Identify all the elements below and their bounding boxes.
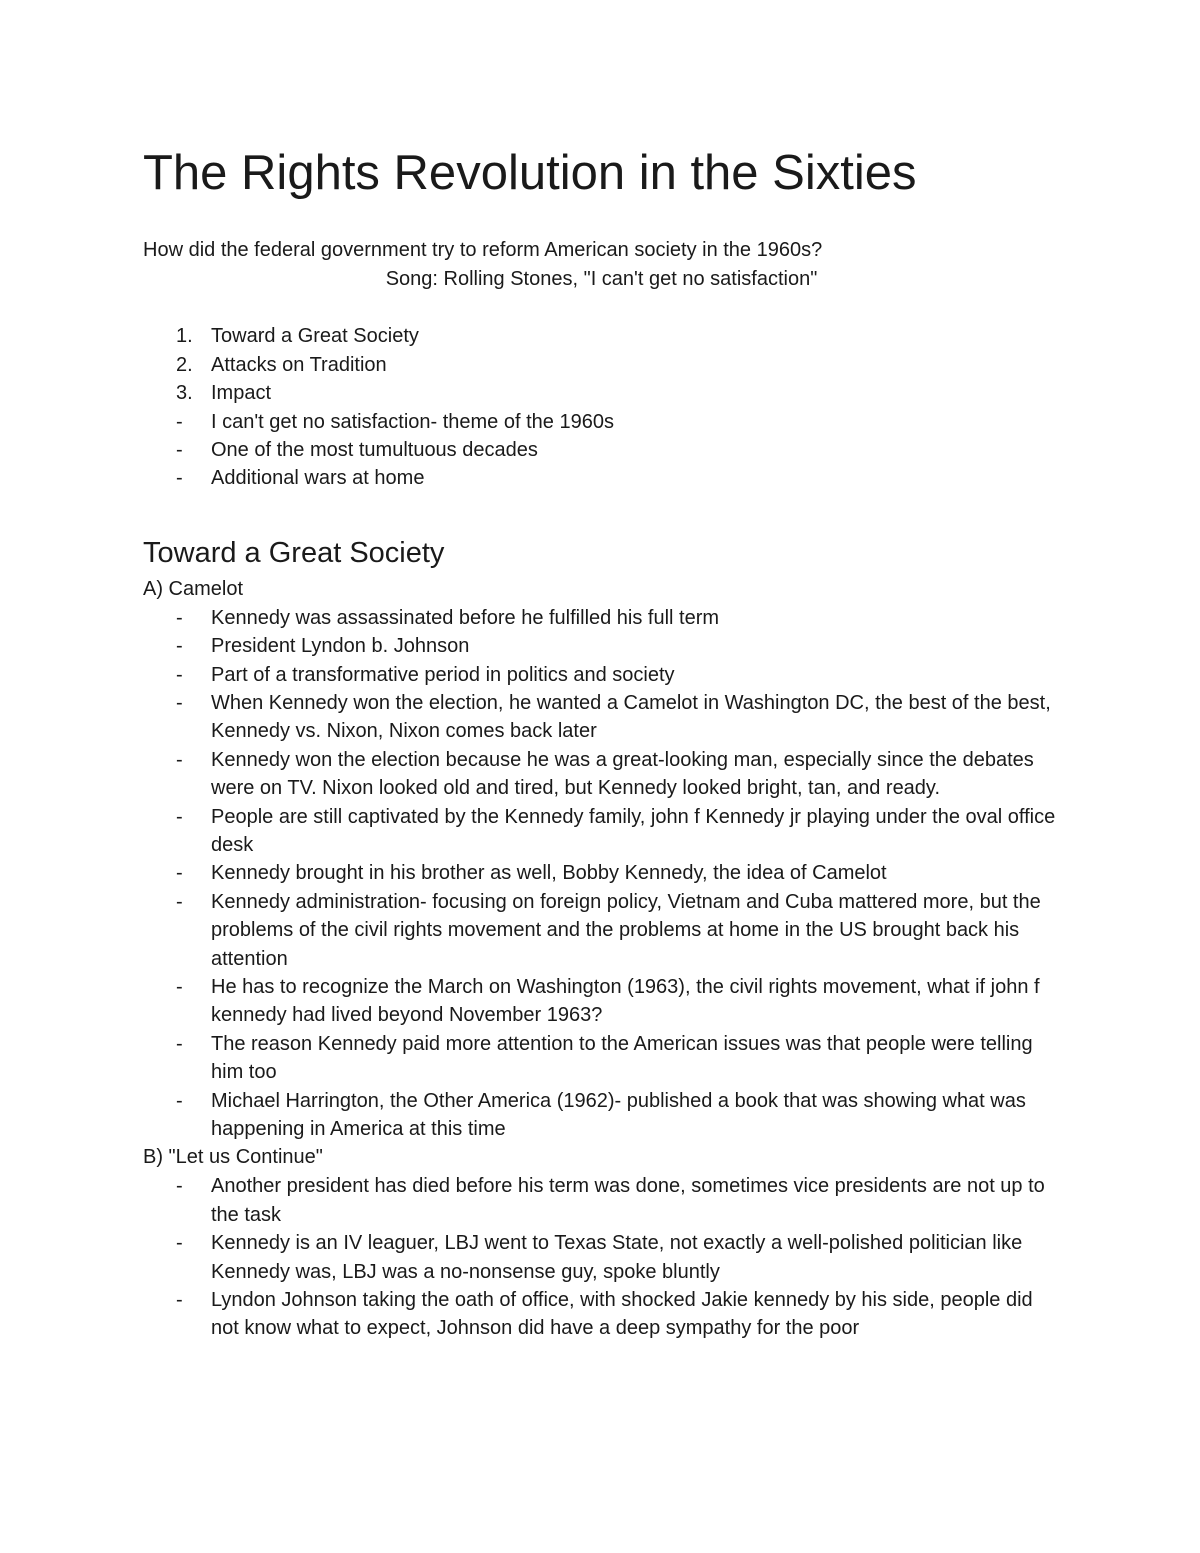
list-item bbox=[143, 1286, 1060, 1343]
bullet-text: Part of a transformative period in politics and society bbox=[211, 663, 675, 686]
bullet-text: Another president has died before his term was done, sometimes vice presidents are not up to the task bbox=[211, 1175, 1045, 1226]
bullet-text: He has to recognize the March on Washington (1963), the civil rights movement, what if john f kennedy had lived beyond November 1963? bbox=[211, 976, 1040, 1027]
guiding-question: How did the federal government try to reform American society in the 1960s? bbox=[143, 239, 823, 261]
dash-marker: - bbox=[176, 606, 183, 629]
camelot-bullet-list bbox=[143, 604, 1060, 1144]
list-item bbox=[143, 1030, 1060, 1087]
intro-bullet bbox=[143, 436, 1060, 464]
bullet-text: Kennedy is an IV leaguer, LBJ went to Texas State, not exactly a well-polished politician like Kennedy was, LBJ was a no-nonsense guy, spoke bluntly bbox=[211, 1232, 1023, 1283]
outline-item bbox=[143, 322, 1060, 351]
bullet-text: President Lyndon b. Johnson bbox=[211, 635, 470, 658]
bullet-text: Kennedy was assassinated before he fulfilled his full term bbox=[211, 606, 720, 629]
outline-item bbox=[143, 379, 1060, 408]
subsection-heading-a: A) Camelot bbox=[143, 577, 244, 600]
dash-marker: - bbox=[176, 862, 183, 885]
outline-text: Attacks on Tradition bbox=[211, 353, 387, 376]
list-item bbox=[143, 661, 1060, 689]
dash-marker: - bbox=[176, 1289, 183, 1312]
bullet-text: People are still captivated by the Kennedy family, john f Kennedy jr playing under the oval office desk bbox=[211, 805, 1056, 856]
dash-marker: - bbox=[176, 805, 183, 828]
outline-text: Impact bbox=[211, 382, 272, 404]
document-title: The Rights Revolution in the Sixties bbox=[143, 146, 917, 200]
bullet-text: Michael Harrington, the Other America (1962)- published a book that was showing what was happening in America at this time bbox=[211, 1089, 1026, 1141]
bullet-text: When Kennedy won the election, he wanted a Camelot in Washington DC, the best of the best, Kennedy vs. Nixon, Nixon comes back later bbox=[211, 691, 1051, 743]
dash-marker: - bbox=[176, 890, 183, 913]
song-line: Song: Rolling Stones, "I can't get no satisfaction" bbox=[385, 268, 818, 290]
subsection-heading-b: B) "Let us Continue" bbox=[143, 1146, 323, 1169]
bullet-text: Lyndon Johnson taking the oath of office, with shocked Jakie kennedy by his side, people did not know what to expect, Johnson did have a deep sympathy for the poor bbox=[211, 1289, 1033, 1340]
dash-marker: - bbox=[176, 1089, 183, 1112]
dash-marker: - bbox=[176, 1232, 183, 1255]
list-item bbox=[143, 1172, 1060, 1229]
list-item bbox=[143, 1087, 1060, 1144]
dash-marker: - bbox=[176, 663, 183, 686]
bullet-text: One of the most tumultuous decades bbox=[211, 438, 538, 461]
outline-number: 1. bbox=[176, 325, 193, 347]
dash-marker: - bbox=[176, 748, 183, 771]
list-item bbox=[143, 1229, 1060, 1286]
list-item bbox=[143, 632, 1060, 660]
bullet-text: The reason Kennedy paid more attention to the American issues was that people were telling him too bbox=[211, 1032, 1033, 1084]
list-item bbox=[143, 604, 1060, 632]
outline-item bbox=[143, 351, 1060, 380]
intro-bullet bbox=[143, 464, 1060, 492]
dash-marker: - bbox=[176, 410, 183, 433]
outline-text: Toward a Great Society bbox=[211, 325, 419, 347]
bullet-text: Kennedy brought in his brother as well, Bobby Kennedy, the idea of Camelot bbox=[211, 862, 887, 885]
section-heading: Toward a Great Society bbox=[143, 536, 445, 569]
list-item bbox=[143, 689, 1060, 746]
dash-marker: - bbox=[176, 976, 183, 998]
outline-number: 2. bbox=[176, 353, 193, 376]
dash-marker: - bbox=[176, 467, 183, 490]
bullet-text: I can't get no satisfaction- theme of the 1960s bbox=[211, 410, 614, 433]
bullet-text: Additional wars at home bbox=[211, 467, 425, 490]
dash-marker: - bbox=[176, 691, 183, 714]
let-us-continue-bullet-list bbox=[143, 1172, 1060, 1342]
bullet-text: Kennedy administration- focusing on foreign policy, Vietnam and Cuba mattered more, but the problems of the civil rights movement and the problems at home in the US brought back his attention bbox=[211, 890, 1041, 970]
list-item bbox=[143, 803, 1060, 860]
dash-marker: - bbox=[176, 1175, 183, 1198]
dash-marker: - bbox=[176, 438, 183, 461]
outline-list bbox=[143, 322, 1060, 408]
list-item bbox=[143, 973, 1060, 1030]
dash-marker: - bbox=[176, 635, 183, 658]
intro-bullet-list bbox=[143, 408, 1060, 493]
dash-marker: - bbox=[176, 1032, 183, 1055]
list-item bbox=[143, 746, 1060, 803]
list-item bbox=[143, 859, 1060, 887]
bullet-text: Kennedy won the election because he was a great-looking man, especially since the debates were on TV. Nixon looked old and tired, but Kennedy looked bright, tan, and ready. bbox=[211, 748, 1034, 800]
list-item bbox=[143, 888, 1060, 973]
outline-number: 3. bbox=[176, 382, 193, 404]
intro-bullet bbox=[143, 408, 1060, 436]
